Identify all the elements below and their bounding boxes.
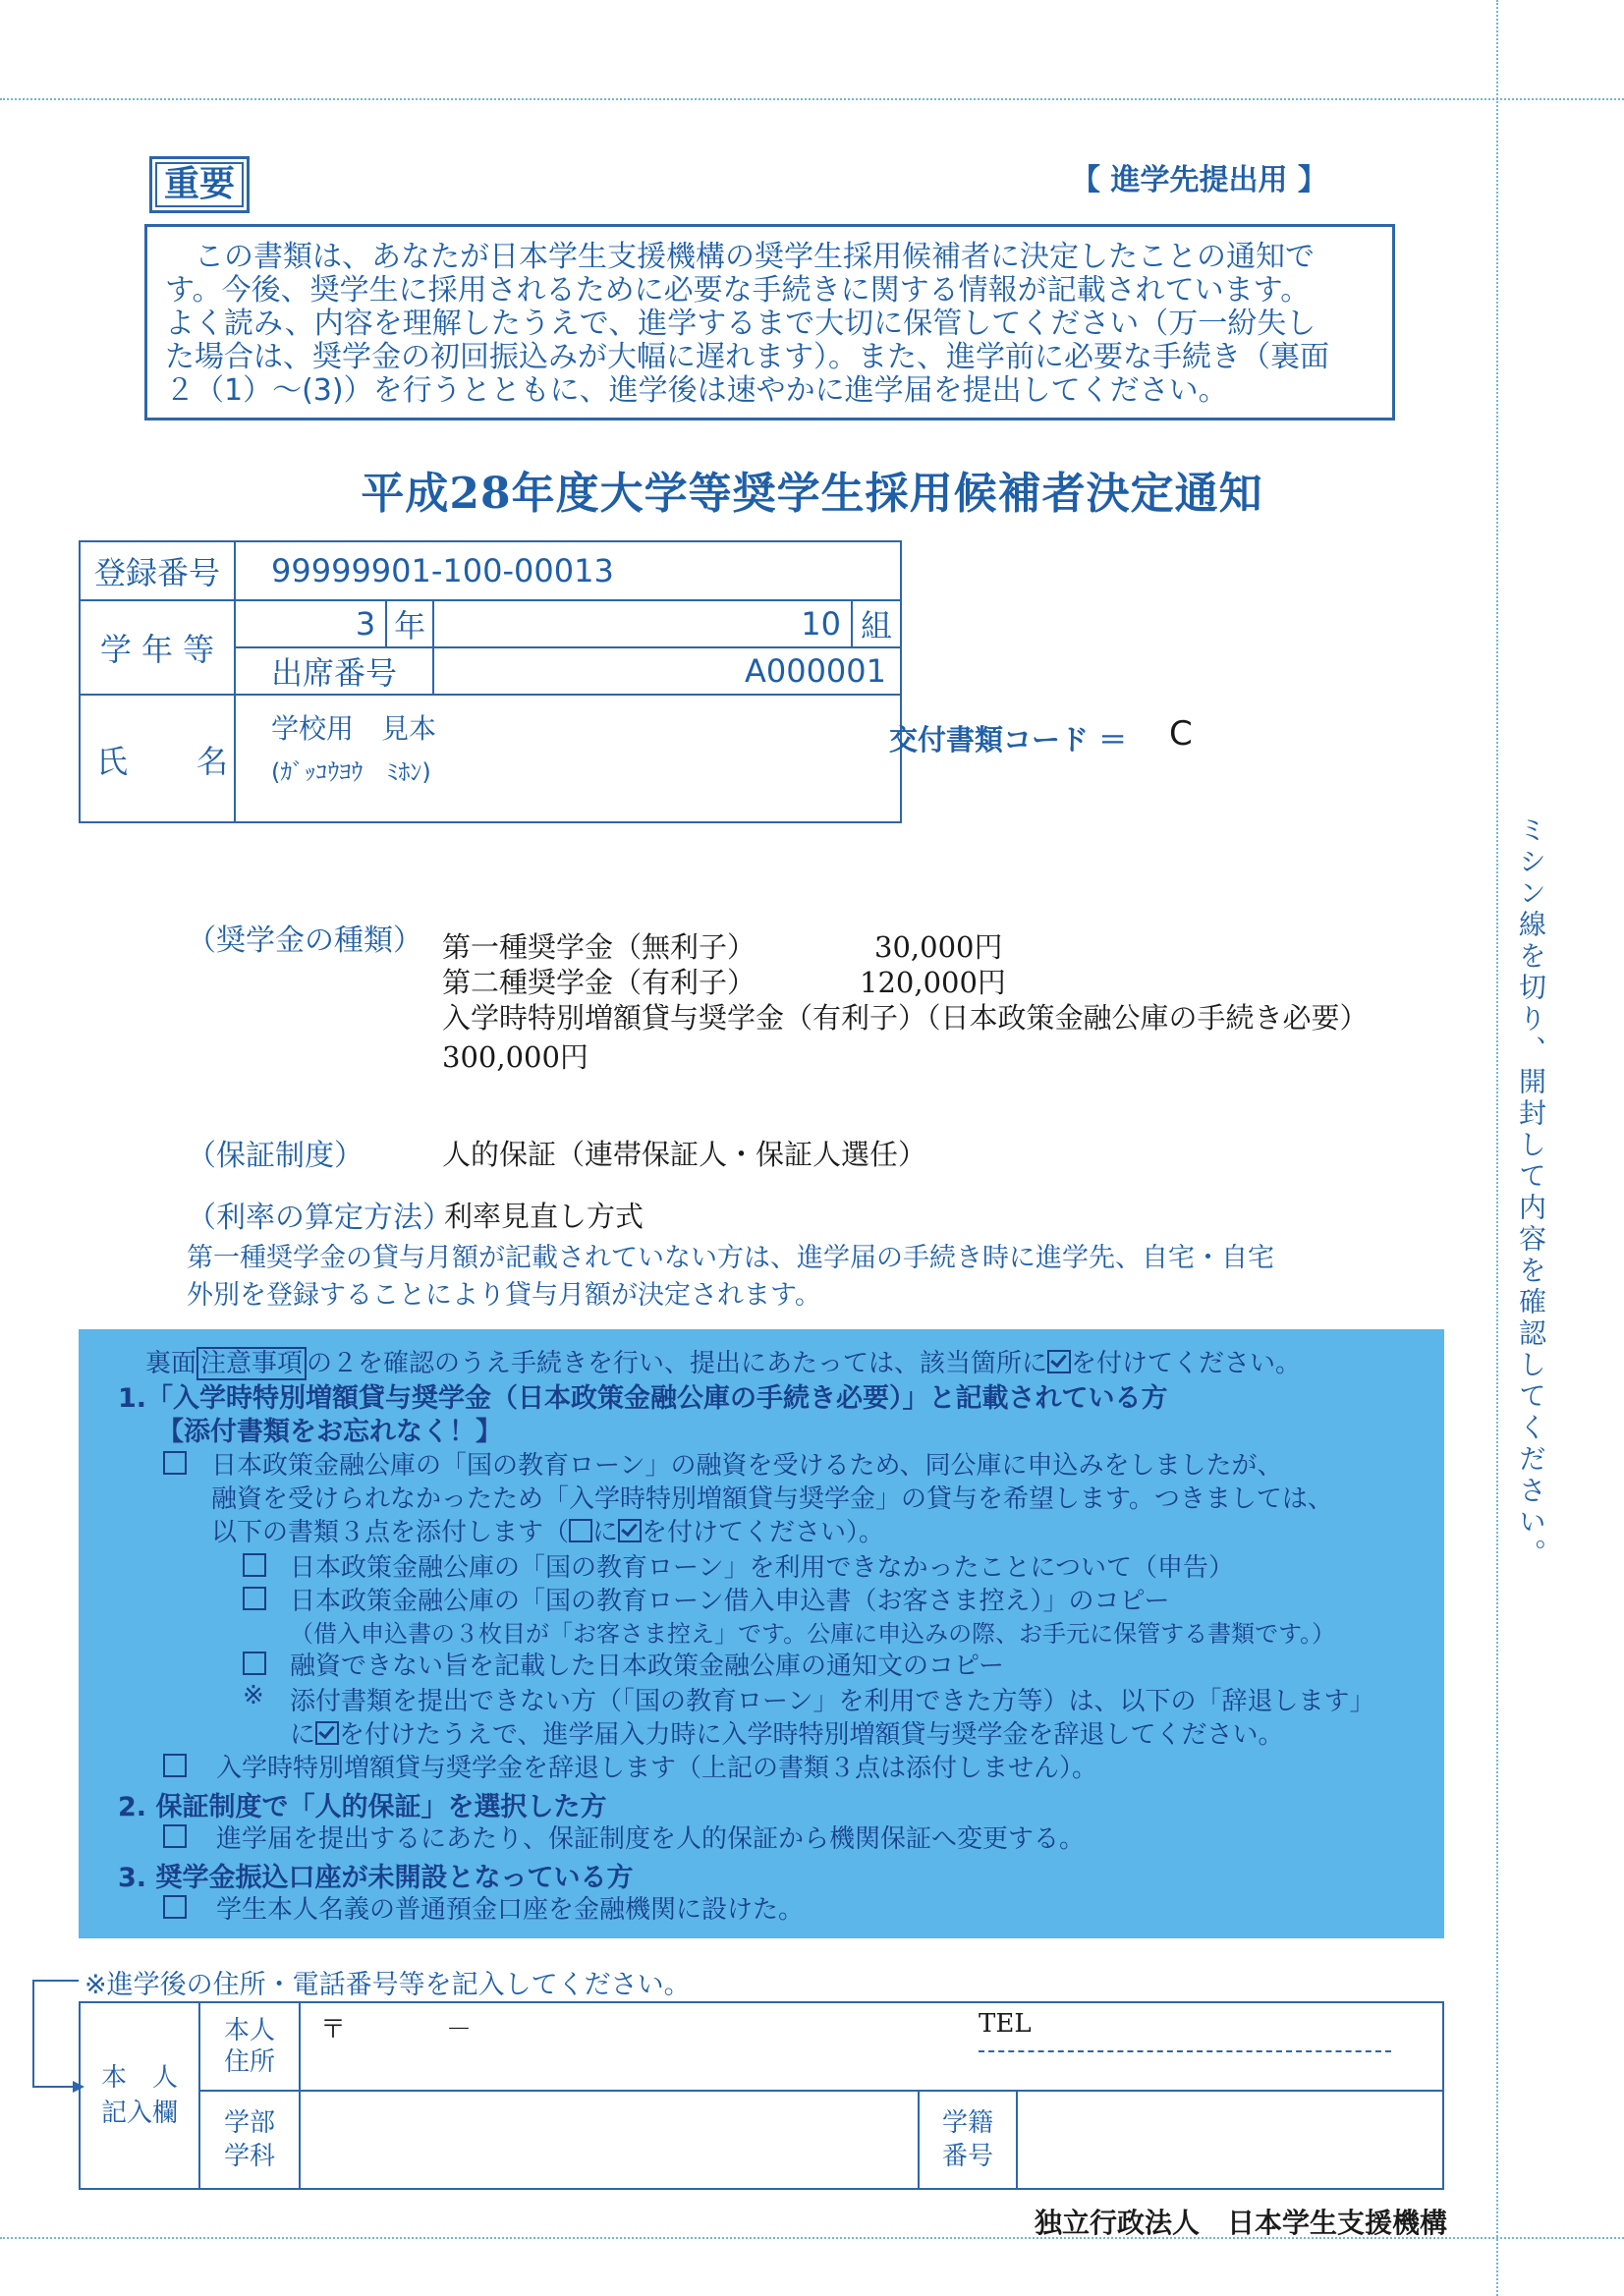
address-label: 住所 xyxy=(223,2047,275,2077)
document-code-value: C xyxy=(1169,714,1193,754)
monthly-amount-note-line: 外別を登録することにより貸与月額が決定されます。 xyxy=(187,1280,821,1311)
grade-value: 3 xyxy=(235,600,386,647)
name-value: 学校用 見本 xyxy=(271,712,437,745)
self-fill-cell xyxy=(80,2002,199,2189)
checkbox-doc-1[interactable] xyxy=(243,1553,266,1577)
scholarship-type-label: （奨学金の種類） xyxy=(187,924,422,958)
perforation-line-top xyxy=(0,98,1624,100)
name-label-2: 名 xyxy=(196,743,229,780)
student-number-label-cell xyxy=(919,2091,1017,2189)
document-2: 日本政策金融公庫の「国の教育ローン借入申込書（お客さま控え）」のコピー xyxy=(290,1587,1170,1616)
section-3-item: 学生本人名義の普通預金口座を金融機関に設けた。 xyxy=(216,1895,805,1925)
scholarship-line-1: 第一種奨学金（無利子） xyxy=(442,930,756,964)
rate-value: 利率見直し方式 xyxy=(444,1200,644,1233)
registration-number-label: 登録番号 xyxy=(80,541,235,600)
caution-items-box: 注意事項 xyxy=(196,1347,307,1380)
name-cell xyxy=(235,695,901,822)
notice-line: た場合は、奨学金の初回振込みが大幅に遅れます）。また、進学前に必要な手続き（裏面 xyxy=(165,340,1329,374)
side-instruction: ミシン線を切り、開封して内容を確認してください。 xyxy=(1515,815,1547,1570)
checkbox-decline[interactable] xyxy=(163,1754,187,1777)
faculty-input[interactable] xyxy=(300,2091,919,2189)
notice-line: この書類は、あなたが日本学生支援機構の奨学生採用候補者に決定したことの通知で xyxy=(165,240,1315,274)
postal-mark: 〒 xyxy=(320,2015,347,2044)
intro-text: を付けてください。 xyxy=(1071,1349,1302,1378)
checkbox-guarantee-change[interactable] xyxy=(163,1824,187,1848)
instruction-box xyxy=(79,1329,1444,1938)
scholarship-amount-2: 120,000円 xyxy=(860,966,1006,999)
self-fill-label: 本 人 xyxy=(100,2063,178,2093)
section-2-item: 進学届を提出するにあたり、保証制度を人的保証から機関保証へ変更する。 xyxy=(216,1824,1086,1854)
perforation-line-right xyxy=(1496,0,1498,2296)
notice-line: す。今後、奨学生に採用されるために必要な手続きに関する情報が記載されています。 xyxy=(165,273,1311,308)
guarantee-label: （保証制度） xyxy=(187,1139,364,1173)
attach-text: に xyxy=(592,1518,619,1547)
organization-name: 独立行政法人 日本学生支援機構 xyxy=(1034,2207,1447,2239)
scholarship-amount-1: 30,000円 xyxy=(874,930,1003,964)
faculty-label-cell xyxy=(199,2091,300,2189)
name-label-1: 氏 xyxy=(96,743,129,780)
document-code-label: 交付書類コード ＝ xyxy=(889,723,1128,756)
checked-box-icon xyxy=(1047,1350,1071,1373)
section-2-heading: 2. 保証制度で「人的保証」を選択した方 xyxy=(118,1792,607,1822)
section-1-a-line: 日本政策金融公庫の「国の教育ローン」の融資を受けるため、同公庫に申込みをしましたが、 xyxy=(211,1451,1283,1481)
address-note: ※進学後の住所・電話番号等を記入してください。 xyxy=(84,1970,691,2000)
student-number-label: 番号 xyxy=(941,2142,993,2171)
section-1-b: 入学時特別増額貸与奨学金を辞退します（上記の書類３点は添付しません）。 xyxy=(216,1754,1098,1783)
address-label: 本人 xyxy=(223,2016,275,2045)
important-label: 重要 xyxy=(149,156,250,213)
class-value: 10 xyxy=(433,600,852,647)
instruction-intro xyxy=(145,1343,1301,1379)
section-3-heading: 3. 奨学金振込口座が未開設となっている方 xyxy=(118,1863,634,1893)
registration-number-value: 99999901-100-00013 xyxy=(235,541,901,600)
note-mark: ※ xyxy=(243,1681,264,1710)
document-2-note: （借入申込書の３枚目が「お客さま控え」です。公庫に申込みの際、お手元に保管する書類です。） xyxy=(290,1620,1336,1648)
tel-line[interactable] xyxy=(979,2050,1391,2052)
class-unit: 組 xyxy=(852,600,901,647)
address-label-cell xyxy=(199,2002,300,2091)
attach-text: を付けてください）。 xyxy=(642,1518,885,1547)
student-number-label: 学籍 xyxy=(941,2108,993,2138)
section-1-subheading: 【添付書類をお忘れなく！】 xyxy=(157,1417,502,1447)
grade-label: 学 年 等 xyxy=(80,600,235,695)
arrow-connector xyxy=(29,1977,79,2093)
self-fill-label: 記入欄 xyxy=(100,2099,178,2128)
note-text: に xyxy=(290,1720,316,1750)
checked-box-icon xyxy=(315,1721,339,1745)
attach-text: 以下の書類３点を添付します（ xyxy=(211,1518,570,1547)
section-1-a-line xyxy=(211,1512,884,1548)
document-1: 日本政策金融公庫の「国の教育ローン」を利用できなかったことについて（申告） xyxy=(290,1553,1234,1583)
student-info-table xyxy=(79,540,902,823)
address-table xyxy=(79,2001,1444,2190)
checkbox-loan-rejected[interactable] xyxy=(163,1451,187,1475)
monthly-amount-note-line: 第一種奨学金の貸与月額が記載されていない方は、進学届の手続き時に進学先、自宅・自宅 xyxy=(187,1243,1274,1273)
intro-text: 裏面 xyxy=(145,1349,197,1378)
notice-box xyxy=(144,224,1395,420)
notice-line: よく読み、内容を理解したうえで、進学するまで大切に保管してください（万一紛失し xyxy=(165,307,1316,341)
section-1-a-line: 融資を受けられなかったため「入学時特別増額貸与奨学金」の貸与を希望します。つきましては、 xyxy=(211,1484,1333,1514)
seat-number-label: 出席番号 xyxy=(235,647,433,695)
checkbox-bank-account[interactable] xyxy=(163,1895,187,1919)
monthly-amount-note xyxy=(187,1240,1274,1315)
guarantee-value: 人的保証（連帯保証人・保証人選任） xyxy=(442,1138,927,1171)
seat-number-value: A000001 xyxy=(433,647,901,695)
address-input[interactable] xyxy=(300,2002,1443,2091)
student-number-input[interactable] xyxy=(1017,2091,1443,2189)
page-title: 平成28年度大学等奨学生採用候補者決定通知 xyxy=(361,469,1263,519)
scholarship-line-3: 入学時特別増額貸与奨学金（有利子）（日本政策金融公庫の手続き必要） xyxy=(442,1001,1369,1035)
rate-label: （利率の算定方法） xyxy=(187,1201,452,1235)
checkbox-doc-2[interactable] xyxy=(243,1587,266,1610)
checked-box-icon xyxy=(618,1519,642,1542)
scholarship-line-4: 300,000円 xyxy=(442,1040,588,1074)
note-text: を付けたうえで、進学届入力時に入学時特別増額貸与奨学金を辞退してください。 xyxy=(339,1720,1284,1750)
checkbox-icon xyxy=(569,1519,592,1542)
faculty-label: 学部 xyxy=(223,2108,275,2138)
faculty-label: 学科 xyxy=(223,2142,275,2171)
note-line-1: 添付書類を提出できない方（「国の教育ローン」を利用できた方等）は、以下の「辞退します」 xyxy=(290,1687,1375,1716)
document-3: 融資できない旨を記載した日本政策金融公庫の通知文のコピー xyxy=(290,1652,1004,1681)
notice-line: ２（1）～(3)）を行うとともに、進学後は速やかに進学届を提出してください。 xyxy=(165,373,1228,408)
checkbox-doc-3[interactable] xyxy=(243,1652,266,1675)
note-line-2 xyxy=(290,1714,1284,1751)
tel-label: TEL xyxy=(979,2009,1032,2039)
name-label-cell xyxy=(80,695,235,822)
section-1-heading: 1.「入学時特別増額貸与奨学金（日本政策金融公庫の手続き必要）」と記載されている方 xyxy=(118,1383,1168,1414)
submission-tag: 【 進学先提出用 】 xyxy=(1071,163,1327,197)
postal-dash: － xyxy=(446,2015,473,2044)
intro-text: の２を確認のうえ手続きを行い、提出にあたっては、該当箇所に xyxy=(307,1349,1048,1378)
name-kana: (ｶﾞｯｺｳﾖｳ ﾐﾎﾝ) xyxy=(271,758,431,786)
grade-unit: 年 xyxy=(386,600,433,647)
scholarship-line-2: 第二種奨学金（有利子） xyxy=(442,966,756,999)
